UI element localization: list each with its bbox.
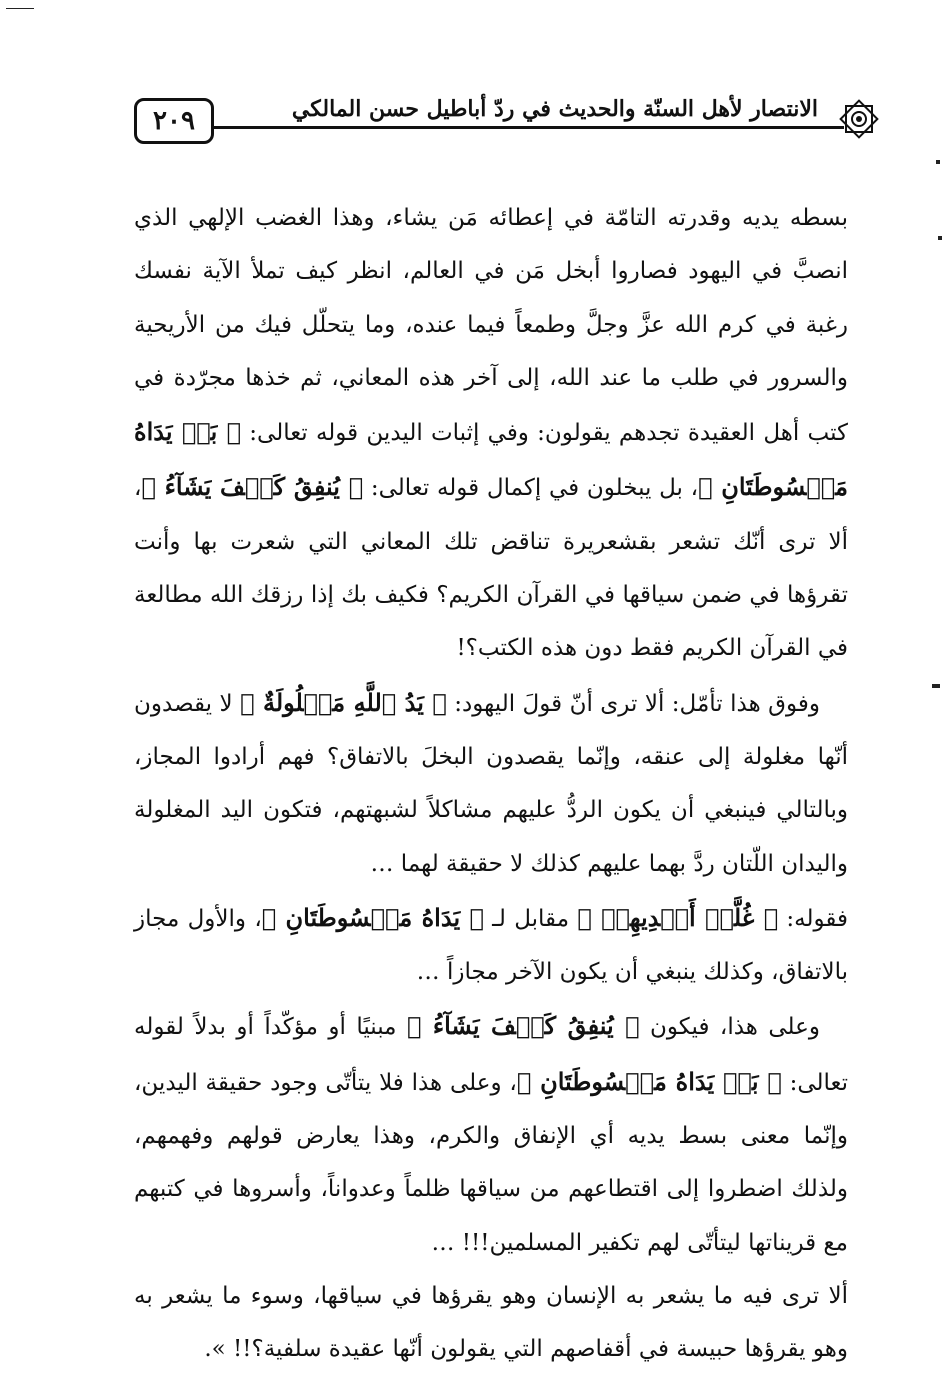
running-title: الانتصار لأهل السنّة والحديث في ردّ أباطيل حسن المالكي (282, 96, 828, 122)
eight-point-star-icon (836, 96, 882, 142)
paragraph-text: ، ألا ترى أنّك تشعر بقشعريرة تناقض تلك المعاني التي شعرت بها وأنت تقرؤها في ضمن سياقها في القرآن الكريم؟ فكيف بك إذا رزقك الله مطالعة في القرآن الكريم فقط دون هذه الكتب؟! (134, 475, 848, 662)
page-body (134, 192, 848, 1377)
paragraph-text: وفوق هذا تأمّل: ألا ترى أنّ قولَ اليهود: (446, 690, 820, 717)
quran-verse: ﴿ يَدُ ٱللَّهِ مَغۡلُولَةٌ ﴾ (240, 687, 447, 717)
page-number-box (134, 98, 214, 144)
paragraph-text: مقابل لـ (483, 905, 578, 932)
quran-verse: ﴿ يُنفِقُ كَيۡفَ يَشَآءُ ﴾ (141, 472, 364, 502)
scan-speck (932, 684, 940, 688)
running-header (128, 92, 854, 152)
scan-line (6, 8, 34, 9)
paragraph (134, 1270, 848, 1377)
paragraph (134, 192, 848, 676)
header-rule (214, 126, 844, 129)
paragraph (134, 676, 848, 891)
paragraph (134, 999, 848, 1269)
quran-verse: ﴿ يُنفِقُ كَيۡفَ يَشَآءُ ﴾ (406, 1011, 640, 1041)
paragraph (134, 891, 848, 1000)
paragraph-text: ألا ترى فيه ما يشعر به الإنسان وهو يقرؤها في سياقها، وسوء ما يشعر به وهو يقرؤها حبيسة في أقفاصهم التي يقولون أنّها عقيدة سلفية؟!! ». (134, 1282, 848, 1363)
paragraph-text: ، بل يبخلون في إكمال قوله تعالى: (363, 475, 699, 502)
paragraph-text: وعلى هذا، فيكون (639, 1014, 820, 1041)
quran-verse: ﴿ بَلۡ يَدَاهُ مَبۡسُوطَتَانِ ﴾ (516, 1066, 782, 1096)
paragraph-text: بسطه يديه وقدرته التامّة في إعطائه مَن يشاء، وهذا الغضب الإلهي الذي انصبَّ في اليهود فصاروا أبخل مَن في العالم، انظر كيف تملأ الآية نفسك رغبة في كرم الله عزَّ وجلَّ وطمعاً فيما عنده، وما يتحلّل فيك من الأريحية والسرور في طلب ما عند الله، إلى آخر هذه المعاني، ثم خذها مجرّدة في كتب أهل العقيدة تجدهم يقولون: وفي إثبات اليدين قوله تعالى: (134, 205, 848, 447)
quran-verse: ﴿ يَدَاهُ مَبۡسُوطَتَانِ ﴾ (261, 902, 484, 932)
paragraph-text: لا يقصدون أنّها مغلولة إلى عنقه، وإنّما يقصدون البخلَ بالاتفاق؟ فهم أرادوا المجاز، وبالتالي فينبغي أن يكون الردُّ عليهم مشاكلاً لشبهتهم، فتكون اليد المغلولة واليدان اللّتان ردَّ بهما عليهم كذلك لا حقيقة لهما … (134, 690, 848, 877)
paragraph-text: ، والأول مجاز بالاتفاق، وكذلك ينبغي أن يكون الآخر مجازاً … (134, 905, 848, 986)
paragraph-text: فقوله: (778, 905, 848, 932)
quran-verse: ﴿ غُلَّتۡ أَيۡدِيهِمۡ ﴾ (577, 902, 779, 932)
paragraph-text: مبنيًا أو مؤكّداً أو بدلاً لقوله تعالى: (134, 1014, 848, 1096)
page-number: ٢٠٩ (153, 106, 195, 136)
paragraph-text: ، وعلى هذا فلا يتأتّى وجود حقيقة اليدين، وإنّما معنى بسط يديه أي الإنفاق والكرم، وهذا يعارض قولهم وفهمهم، ولذلك اضطروا إلى اقتطاعهم من سياقها ظلماً وعدواناً، وأسروها في كتبهم مع قريناتها ليتأتّى لهم تكفير المسلمين!!! … (134, 1069, 848, 1256)
quran-verse: ﴿ بَلۡ يَدَاهُ مَبۡسُوطَتَانِ ﴾ (134, 417, 848, 502)
scan-speck (936, 160, 940, 164)
scan-speck (938, 236, 942, 240)
